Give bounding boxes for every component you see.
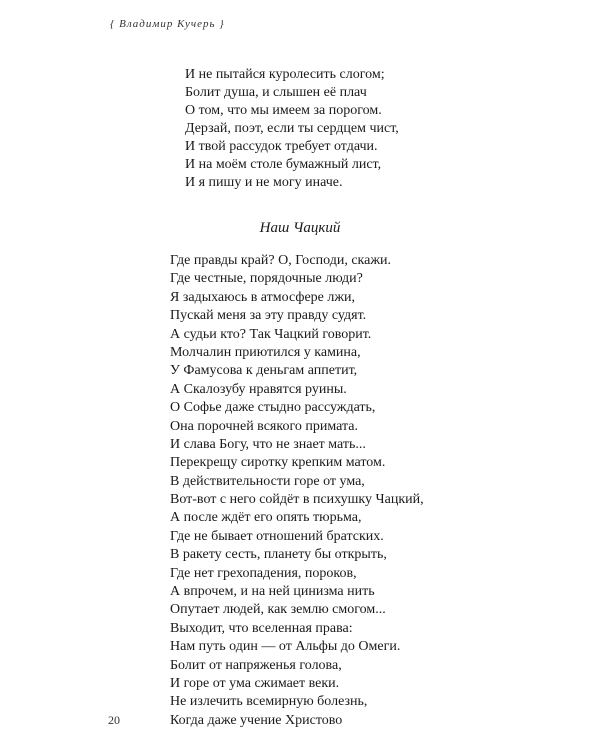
- poem-line: И слава Богу, что не знает мать...: [170, 436, 366, 452]
- poem-line: В ракету сесть, планету бы открыть,: [170, 547, 387, 563]
- poem-line: А судьи кто? Так Чацкий говорит.: [170, 326, 372, 342]
- poem-line: А впрочем, и на ней цинизма нить: [170, 584, 375, 600]
- poem-line: Где не бывает отношений братских.: [170, 528, 384, 544]
- poem-line: Не излечить всемирную болезнь,: [170, 694, 368, 710]
- poem-line: И горе от ума сжимает веки.: [170, 675, 340, 691]
- running-head: { Владимир Кучерь }: [110, 18, 225, 30]
- poem-line: И не пытайся куролесить слогом;: [185, 67, 385, 82]
- poem-line: Перекрещу сиротку крепким матом.: [170, 455, 386, 471]
- poem-line: Дерзай, поэт, если ты сердцем чист,: [185, 121, 399, 136]
- poem-line: Когда даже учение Христово: [170, 712, 343, 728]
- poem-line: Я задыхаюсь в атмосфере лжи,: [170, 289, 356, 305]
- poem-line: А после ждёт его опять тюрьма,: [170, 510, 362, 526]
- poem-line: Нам путь один — от Альфы до Омеги.: [170, 639, 401, 655]
- poem-line: Вот-вот с него сойдёт в психушку Чацкий,: [170, 492, 424, 508]
- poem-line: И я пишу и не могу иначе.: [185, 175, 343, 190]
- poem-line: Пускай меня за эту правду судят.: [170, 308, 367, 324]
- page-number: 20: [108, 713, 120, 727]
- poem-line: Где правды край? О, Господи, скажи.: [170, 253, 392, 268]
- poem-line: Где нет грехопадения, пороков,: [170, 565, 357, 581]
- poem-line: О том, что мы имеем за порогом.: [185, 103, 382, 118]
- poem-line: У Фамусова к деньгам аппетит,: [170, 363, 358, 379]
- poem-line: Опутает людей, как землю смогом...: [170, 602, 386, 618]
- poem-line: А Скалозубу нравятся руины.: [170, 381, 347, 397]
- poem-line: Болит от напряженья голова,: [170, 657, 342, 673]
- poem-line: Молчалин приютился у камина,: [170, 344, 361, 360]
- poem-line: Где честные, порядочные люди?: [170, 271, 363, 287]
- poem-line: Выходит, что вселенная права:: [170, 620, 353, 636]
- poem-line: Она порочней всякого примата.: [170, 418, 358, 434]
- poem-line: В действительности горе от ума,: [170, 473, 365, 489]
- poem-body: [170, 252, 424, 730]
- poem-line: И твой рассудок требует отдачи.: [185, 139, 378, 154]
- poem-line: О Софье даже стыдно рассуждать,: [170, 400, 376, 416]
- poem-title: Наш Чацкий: [259, 220, 341, 236]
- poem-line: Болит душа, и слышен её плач: [185, 85, 367, 100]
- previous-poem-ending: [185, 66, 399, 192]
- poem-line: И на моём столе бумажный лист,: [185, 157, 382, 172]
